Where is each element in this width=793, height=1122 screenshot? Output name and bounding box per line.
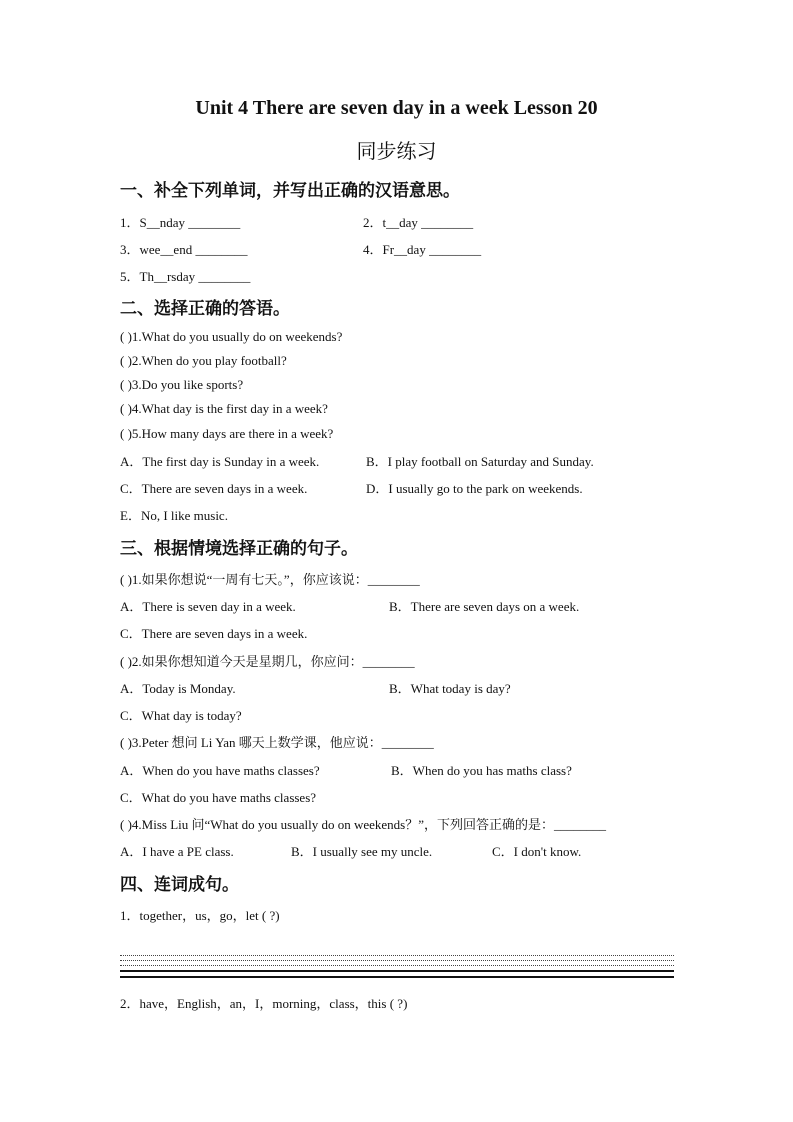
s2-question-3: ( )3.Do you like sports? xyxy=(120,377,244,392)
section1-heading: 一、补全下列单词，并写出正确的汉语意思。 xyxy=(120,181,460,201)
s3-q2-stem: ( )2.如果你想知道今天是星期几，你应问：________ xyxy=(120,654,415,669)
s1-item-3: 3．wee__end ________ xyxy=(120,242,248,257)
s3-q4-option-b: B．I usually see my uncle. xyxy=(291,844,433,859)
s2-option-e: E．No, I like music. xyxy=(120,508,228,523)
s2-option-a: A．The first day is Sunday in a week. xyxy=(120,454,320,469)
s3-q4-option-c: C．I don't know. xyxy=(492,844,582,859)
s2-question-5: ( )5.How many days are there in a week? xyxy=(120,426,334,441)
s1-item-4: 4．Fr__day ________ xyxy=(363,242,482,257)
s3-q3-option-b: B．When do you has maths class? xyxy=(391,763,572,778)
s3-q1-option-b: B．There are seven days on a week. xyxy=(389,599,580,614)
page-subtitle: 同步练习 xyxy=(356,141,437,163)
s2-option-b: B．I play football on Saturday and Sunday. xyxy=(366,454,594,469)
section2-heading: 二、选择正确的答语。 xyxy=(120,299,290,319)
s1-item-2: 2．t__day ________ xyxy=(363,215,474,230)
writing-line-solid-2 xyxy=(120,976,674,978)
s3-q1-option-a: A．There is seven day in a week. xyxy=(120,599,296,614)
section3-heading: 三、根据情境选择正确的句子。 xyxy=(120,539,358,559)
s3-q2-option-c: C．What day is today? xyxy=(120,708,242,723)
writing-line-dotted-3 xyxy=(120,965,674,966)
s4-item-2: 2．have，English，an，I，morning，class，this ( ?) xyxy=(120,996,408,1011)
s2-option-c: C．There are seven days in a week. xyxy=(120,481,308,496)
writing-line-solid xyxy=(120,970,674,972)
writing-line-dotted-1 xyxy=(120,955,674,956)
page-title: Unit 4 There are seven day in a week Lesson 20 xyxy=(195,97,598,119)
s3-q3-stem: ( )3.Peter 想问 Li Yan 哪天上数学课，他应说：________ xyxy=(120,735,434,750)
s3-q1-option-c: C．There are seven days in a week. xyxy=(120,626,308,641)
writing-line-dotted-2 xyxy=(120,960,674,961)
s1-item-5: 5．Th__rsday ________ xyxy=(120,269,251,284)
s1-item-1: 1．S__nday ________ xyxy=(120,215,241,230)
s2-question-4: ( )4.What day is the first day in a week? xyxy=(120,401,328,416)
s3-q3-option-c: C．What do you have maths classes? xyxy=(120,790,317,805)
s2-option-d: D．I usually go to the park on weekends. xyxy=(366,481,583,496)
s3-q3-option-a: A．When do you have maths classes? xyxy=(120,763,320,778)
s3-q4-stem: ( )4.Miss Liu 问“What do you usually do on weekends？”，下列回答正确的是：________ xyxy=(120,817,607,832)
s4-item-1: 1．together，us，go，let ( ?) xyxy=(120,908,280,923)
s2-question-2: ( )2.When do you play football? xyxy=(120,353,287,368)
s2-question-1: ( )1.What do you usually do on weekends? xyxy=(120,329,343,344)
s3-q4-option-a: A．I have a PE class. xyxy=(120,844,234,859)
section4-heading: 四、连词成句。 xyxy=(120,875,239,895)
s3-q2-option-b: B．What today is day? xyxy=(389,681,511,696)
s3-q1-stem: ( )1.如果你想说“一周有七天。”，你应该说：________ xyxy=(120,572,420,587)
s3-q2-option-a: A．Today is Monday. xyxy=(120,681,236,696)
